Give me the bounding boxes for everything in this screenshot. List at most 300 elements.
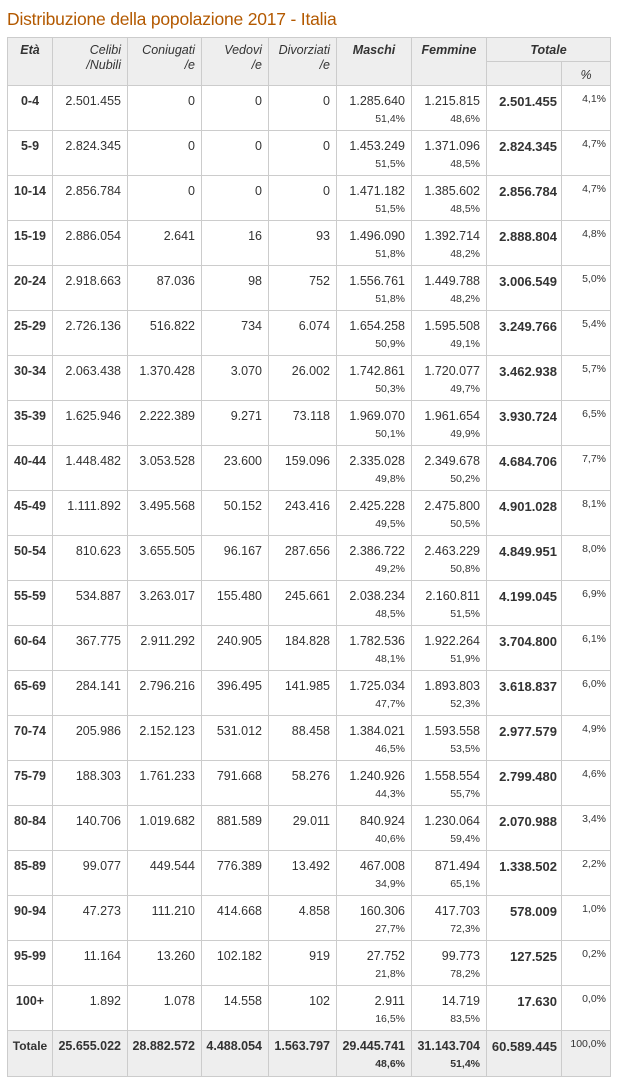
cell-maschi-percent: 49,8%: [375, 473, 405, 485]
cell-maschi: [337, 221, 412, 266]
cell-coniugati: 3.495.568: [128, 491, 202, 536]
cell-celibi: 2.824.345: [53, 131, 128, 176]
cell-maschi-percent: 49,5%: [375, 518, 405, 530]
table-row: [8, 266, 611, 311]
cell-pct: 6,1%: [562, 626, 611, 671]
cell-maschi-percent: 47,7%: [375, 698, 405, 710]
cell-coniugati: 2.222.389: [128, 401, 202, 446]
cell-coniugati: 0: [128, 176, 202, 221]
cell-maschi-percent: 51,8%: [375, 248, 405, 260]
table-row: [8, 356, 611, 401]
table-row: [8, 491, 611, 536]
table-row: [8, 806, 611, 851]
cell-maschi: [337, 716, 412, 761]
cell-pct: 4,7%: [562, 131, 611, 176]
cell-femmine-value: 1.558.554: [424, 769, 480, 783]
cell-maschi-percent: 51,5%: [375, 203, 405, 215]
cell-totale: 1.338.502: [487, 851, 562, 896]
cell-femmine-percent: 52,3%: [450, 698, 480, 710]
cell-divorziati: 73.118: [269, 401, 337, 446]
header-pct: %: [562, 62, 611, 86]
cell-maschi-value: 1.742.861: [349, 364, 405, 378]
cell-femmine-percent: 50,5%: [450, 518, 480, 530]
cell-femmine-percent: 55,7%: [450, 788, 480, 800]
cell-femmine-value: 1.449.788: [424, 274, 480, 288]
header-maschi: Maschi: [337, 38, 412, 86]
table-row: [8, 941, 611, 986]
cell-coniugati: 28.882.572: [128, 1031, 202, 1077]
cell-femmine-percent: 48,6%: [450, 113, 480, 125]
cell-eta: 70-74: [8, 716, 53, 761]
cell-coniugati: 516.822: [128, 311, 202, 356]
cell-pct: 6,9%: [562, 581, 611, 626]
cell-celibi: 367.775: [53, 626, 128, 671]
cell-maschi-value: 29.445.741: [342, 1039, 405, 1053]
cell-coniugati: 2.152.123: [128, 716, 202, 761]
cell-coniugati: 0: [128, 131, 202, 176]
cell-celibi: 140.706: [53, 806, 128, 851]
cell-pct: 6,5%: [562, 401, 611, 446]
cell-femmine-percent: 51,4%: [450, 1058, 480, 1070]
cell-maschi: [337, 311, 412, 356]
table-row: [8, 176, 611, 221]
cell-eta: 75-79: [8, 761, 53, 806]
cell-totale: 4.199.045: [487, 581, 562, 626]
cell-eta: 90-94: [8, 896, 53, 941]
cell-totale: 2.824.345: [487, 131, 562, 176]
cell-maschi-percent: 27,7%: [375, 923, 405, 935]
page-title: Distribuzione della popolazione 2017 - Italia: [7, 9, 337, 29]
cell-celibi: 2.726.136: [53, 311, 128, 356]
cell-totale: 3.006.549: [487, 266, 562, 311]
cell-divorziati: 1.563.797: [269, 1031, 337, 1077]
cell-maschi: [337, 851, 412, 896]
cell-vedovi: 96.167: [202, 536, 269, 581]
cell-pct: 2,2%: [562, 851, 611, 896]
cell-vedovi: 16: [202, 221, 269, 266]
header-vedovi: Vedovi /e: [202, 38, 269, 86]
table-row: [8, 581, 611, 626]
cell-totale: 3.618.837: [487, 671, 562, 716]
cell-femmine-value: 2.475.800: [424, 499, 480, 513]
table-row: [8, 851, 611, 896]
cell-totale: 2.799.480: [487, 761, 562, 806]
cell-maschi: [337, 356, 412, 401]
cell-maschi: [337, 581, 412, 626]
cell-divorziati: 29.011: [269, 806, 337, 851]
cell-femmine: [412, 626, 487, 671]
cell-maschi-value: 160.306: [359, 904, 405, 918]
cell-divorziati: 919: [269, 941, 337, 986]
cell-maschi: [337, 266, 412, 311]
cell-femmine-value: 14.719: [441, 994, 480, 1008]
cell-femmine: [412, 941, 487, 986]
cell-maschi-percent: 51,8%: [375, 293, 405, 305]
cell-femmine: [412, 356, 487, 401]
cell-femmine: [412, 581, 487, 626]
cell-divorziati: 752: [269, 266, 337, 311]
table-row: [8, 671, 611, 716]
cell-femmine: [412, 311, 487, 356]
cell-divorziati: 26.002: [269, 356, 337, 401]
table-row: [8, 446, 611, 491]
cell-celibi: 1.892: [53, 986, 128, 1031]
cell-femmine-value: 417.703: [434, 904, 480, 918]
cell-maschi-percent: 44,3%: [375, 788, 405, 800]
cell-celibi: 99.077: [53, 851, 128, 896]
cell-femmine-value: 1.961.654: [424, 409, 480, 423]
cell-pct: 5,4%: [562, 311, 611, 356]
cell-vedovi: 734: [202, 311, 269, 356]
cell-femmine: [412, 491, 487, 536]
cell-pct: 3,4%: [562, 806, 611, 851]
cell-celibi: 188.303: [53, 761, 128, 806]
cell-divorziati: 287.656: [269, 536, 337, 581]
cell-maschi: [337, 131, 412, 176]
cell-pct: 4,7%: [562, 176, 611, 221]
cell-maschi-percent: 46,5%: [375, 743, 405, 755]
table-row: [8, 536, 611, 581]
cell-maschi-percent: 50,3%: [375, 383, 405, 395]
cell-eta: Totale: [8, 1031, 53, 1077]
cell-eta: 0-4: [8, 86, 53, 131]
cell-totale: 2.977.579: [487, 716, 562, 761]
cell-vedovi: 414.668: [202, 896, 269, 941]
cell-pct: 4,1%: [562, 86, 611, 131]
cell-eta: 80-84: [8, 806, 53, 851]
cell-maschi-value: 1.556.761: [349, 274, 405, 288]
cell-celibi: 2.856.784: [53, 176, 128, 221]
cell-vedovi: 791.668: [202, 761, 269, 806]
cell-eta: 40-44: [8, 446, 53, 491]
cell-maschi: [337, 626, 412, 671]
cell-eta: 60-64: [8, 626, 53, 671]
cell-vedovi: 155.480: [202, 581, 269, 626]
population-table: [7, 37, 611, 1077]
header-totale: Totale: [487, 38, 611, 62]
cell-coniugati: 449.544: [128, 851, 202, 896]
cell-vedovi: 102.182: [202, 941, 269, 986]
cell-celibi: 2.918.663: [53, 266, 128, 311]
cell-pct: 8,0%: [562, 536, 611, 581]
cell-totale: 3.704.800: [487, 626, 562, 671]
cell-femmine-value: 1.893.803: [424, 679, 480, 693]
cell-maschi: [337, 761, 412, 806]
cell-eta: 100+: [8, 986, 53, 1031]
cell-femmine-value: 2.349.678: [424, 454, 480, 468]
cell-celibi: 1.448.482: [53, 446, 128, 491]
cell-totale: 2.501.455: [487, 86, 562, 131]
cell-maschi-value: 1.725.034: [349, 679, 405, 693]
cell-coniugati: 2.911.292: [128, 626, 202, 671]
cell-totale: 3.462.938: [487, 356, 562, 401]
cell-maschi-percent: 40,6%: [375, 833, 405, 845]
cell-maschi-percent: 49,2%: [375, 563, 405, 575]
cell-totale: 2.070.988: [487, 806, 562, 851]
cell-femmine-value: 1.385.602: [424, 184, 480, 198]
cell-femmine: [412, 806, 487, 851]
cell-celibi: 1.625.946: [53, 401, 128, 446]
totals-row: [8, 1031, 611, 1077]
cell-celibi: 2.063.438: [53, 356, 128, 401]
cell-divorziati: 102: [269, 986, 337, 1031]
table-row: [8, 716, 611, 761]
cell-vedovi: 396.495: [202, 671, 269, 716]
cell-femmine-value: 1.215.815: [424, 94, 480, 108]
cell-eta: 10-14: [8, 176, 53, 221]
cell-femmine-percent: 83,5%: [450, 1013, 480, 1025]
cell-maschi-value: 2.335.028: [349, 454, 405, 468]
cell-vedovi: 23.600: [202, 446, 269, 491]
cell-vedovi: 3.070: [202, 356, 269, 401]
cell-maschi-value: 27.752: [366, 949, 405, 963]
cell-pct: 1,0%: [562, 896, 611, 941]
cell-celibi: 25.655.022: [53, 1031, 128, 1077]
cell-eta: 65-69: [8, 671, 53, 716]
cell-femmine: [412, 761, 487, 806]
cell-femmine-percent: 59,4%: [450, 833, 480, 845]
cell-vedovi: 776.389: [202, 851, 269, 896]
cell-coniugati: 3.053.528: [128, 446, 202, 491]
cell-pct: 6,0%: [562, 671, 611, 716]
cell-maschi: [337, 176, 412, 221]
cell-celibi: 11.164: [53, 941, 128, 986]
cell-eta: 50-54: [8, 536, 53, 581]
cell-femmine-percent: 49,9%: [450, 428, 480, 440]
cell-eta: 35-39: [8, 401, 53, 446]
cell-divorziati: 243.416: [269, 491, 337, 536]
cell-maschi-percent: 50,9%: [375, 338, 405, 350]
cell-femmine-percent: 50,8%: [450, 563, 480, 575]
cell-femmine-percent: 48,5%: [450, 203, 480, 215]
header-totale-value: [487, 62, 562, 86]
cell-divorziati: 4.858: [269, 896, 337, 941]
cell-vedovi: 4.488.054: [202, 1031, 269, 1077]
cell-femmine: [412, 536, 487, 581]
cell-maschi-percent: 50,1%: [375, 428, 405, 440]
cell-pct: 7,7%: [562, 446, 611, 491]
cell-maschi: [337, 446, 412, 491]
header-coniugati: Coniugati /e: [128, 38, 202, 86]
cell-femmine-percent: 78,2%: [450, 968, 480, 980]
cell-coniugati: 1.370.428: [128, 356, 202, 401]
cell-femmine: [412, 1031, 487, 1077]
cell-coniugati: 2.641: [128, 221, 202, 266]
cell-eta: 25-29: [8, 311, 53, 356]
cell-maschi-value: 2.425.228: [349, 499, 405, 513]
cell-celibi: 47.273: [53, 896, 128, 941]
cell-vedovi: 0: [202, 176, 269, 221]
cell-maschi: [337, 986, 412, 1031]
cell-maschi-percent: 16,5%: [375, 1013, 405, 1025]
cell-maschi-value: 1.453.249: [349, 139, 405, 153]
cell-totale: 60.589.445: [487, 1031, 562, 1077]
cell-femmine-percent: 49,7%: [450, 383, 480, 395]
cell-vedovi: 14.558: [202, 986, 269, 1031]
cell-pct: 5,7%: [562, 356, 611, 401]
cell-maschi-percent: 51,5%: [375, 158, 405, 170]
cell-eta: 95-99: [8, 941, 53, 986]
cell-totale: 4.901.028: [487, 491, 562, 536]
cell-maschi-percent: 34,9%: [375, 878, 405, 890]
cell-femmine-value: 1.230.064: [424, 814, 480, 828]
cell-maschi: [337, 536, 412, 581]
cell-eta: 15-19: [8, 221, 53, 266]
cell-femmine-value: 1.595.508: [424, 319, 480, 333]
cell-maschi-value: 2.386.722: [349, 544, 405, 558]
cell-divorziati: 88.458: [269, 716, 337, 761]
cell-eta: 5-9: [8, 131, 53, 176]
cell-eta: 20-24: [8, 266, 53, 311]
cell-pct: 5,0%: [562, 266, 611, 311]
cell-eta: 85-89: [8, 851, 53, 896]
table-row: [8, 896, 611, 941]
table-row: [8, 626, 611, 671]
cell-totale: 2.888.804: [487, 221, 562, 266]
cell-pct: 100,0%: [562, 1031, 611, 1077]
cell-totale: 17.630: [487, 986, 562, 1031]
cell-vedovi: 9.271: [202, 401, 269, 446]
cell-femmine-value: 31.143.704: [417, 1039, 480, 1053]
cell-celibi: 2.501.455: [53, 86, 128, 131]
cell-maschi-value: 840.924: [359, 814, 405, 828]
cell-totale: 578.009: [487, 896, 562, 941]
cell-divorziati: 0: [269, 176, 337, 221]
cell-femmine-value: 1.720.077: [424, 364, 480, 378]
cell-femmine-value: 871.494: [434, 859, 480, 873]
cell-maschi: [337, 491, 412, 536]
cell-divorziati: 184.828: [269, 626, 337, 671]
cell-femmine-percent: 50,2%: [450, 473, 480, 485]
cell-vedovi: 240.905: [202, 626, 269, 671]
cell-femmine: [412, 86, 487, 131]
cell-celibi: 1.111.892: [53, 491, 128, 536]
cell-vedovi: 0: [202, 86, 269, 131]
cell-pct: 4,6%: [562, 761, 611, 806]
table-row: [8, 131, 611, 176]
header-eta: Età: [8, 38, 53, 86]
cell-maschi-value: 1.471.182: [349, 184, 405, 198]
cell-coniugati: 1.761.233: [128, 761, 202, 806]
cell-coniugati: 111.210: [128, 896, 202, 941]
cell-totale: 3.249.766: [487, 311, 562, 356]
cell-pct: 4,8%: [562, 221, 611, 266]
cell-femmine-percent: 51,9%: [450, 653, 480, 665]
cell-maschi: [337, 896, 412, 941]
cell-eta: 55-59: [8, 581, 53, 626]
cell-femmine-percent: 48,2%: [450, 248, 480, 260]
cell-maschi-percent: 51,4%: [375, 113, 405, 125]
cell-vedovi: 0: [202, 131, 269, 176]
cell-maschi-value: 2.911: [374, 994, 405, 1008]
table-row: [8, 311, 611, 356]
cell-femmine-percent: 53,5%: [450, 743, 480, 755]
cell-maschi-value: 1.384.021: [349, 724, 405, 738]
cell-maschi-percent: 48,5%: [375, 608, 405, 620]
cell-coniugati: 3.655.505: [128, 536, 202, 581]
cell-femmine-percent: 49,1%: [450, 338, 480, 350]
cell-maschi-percent: 48,6%: [375, 1058, 405, 1070]
cell-femmine: [412, 896, 487, 941]
cell-femmine: [412, 221, 487, 266]
cell-femmine: [412, 986, 487, 1031]
header-celibi: Celibi /Nubili: [53, 38, 128, 86]
cell-maschi: [337, 1031, 412, 1077]
cell-divorziati: 0: [269, 131, 337, 176]
cell-celibi: 534.887: [53, 581, 128, 626]
cell-totale: 127.525: [487, 941, 562, 986]
cell-maschi-value: 1.782.536: [349, 634, 405, 648]
cell-maschi-percent: 48,1%: [375, 653, 405, 665]
cell-maschi-value: 1.496.090: [349, 229, 405, 243]
cell-celibi: 810.623: [53, 536, 128, 581]
cell-femmine: [412, 446, 487, 491]
cell-vedovi: 98: [202, 266, 269, 311]
cell-maschi-value: 1.969.070: [349, 409, 405, 423]
cell-divorziati: 0: [269, 86, 337, 131]
cell-divorziati: 93: [269, 221, 337, 266]
cell-eta: 45-49: [8, 491, 53, 536]
cell-maschi-value: 1.285.640: [349, 94, 405, 108]
cell-coniugati: 1.078: [128, 986, 202, 1031]
cell-maschi: [337, 941, 412, 986]
cell-maschi-value: 467.008: [359, 859, 405, 873]
cell-coniugati: 1.019.682: [128, 806, 202, 851]
cell-pct: 4,9%: [562, 716, 611, 761]
cell-femmine-value: 2.463.229: [424, 544, 480, 558]
cell-femmine: [412, 131, 487, 176]
cell-femmine-value: 1.593.558: [424, 724, 480, 738]
cell-pct: 8,1%: [562, 491, 611, 536]
cell-maschi-value: 1.240.926: [349, 769, 405, 783]
cell-coniugati: 2.796.216: [128, 671, 202, 716]
cell-totale: 4.849.951: [487, 536, 562, 581]
cell-femmine-percent: 72,3%: [450, 923, 480, 935]
cell-divorziati: 13.492: [269, 851, 337, 896]
cell-maschi-value: 1.654.258: [349, 319, 405, 333]
cell-divorziati: 58.276: [269, 761, 337, 806]
cell-divorziati: 141.985: [269, 671, 337, 716]
cell-maschi: [337, 401, 412, 446]
table-row: [8, 221, 611, 266]
cell-pct: 0,2%: [562, 941, 611, 986]
cell-totale: 4.684.706: [487, 446, 562, 491]
cell-pct: 0,0%: [562, 986, 611, 1031]
table-row: [8, 761, 611, 806]
cell-coniugati: 87.036: [128, 266, 202, 311]
cell-coniugati: 3.263.017: [128, 581, 202, 626]
cell-vedovi: 881.589: [202, 806, 269, 851]
cell-eta: 30-34: [8, 356, 53, 401]
cell-femmine: [412, 716, 487, 761]
cell-divorziati: 6.074: [269, 311, 337, 356]
cell-celibi: 284.141: [53, 671, 128, 716]
cell-totale: 2.856.784: [487, 176, 562, 221]
cell-femmine-percent: 65,1%: [450, 878, 480, 890]
cell-femmine: [412, 266, 487, 311]
cell-femmine: [412, 176, 487, 221]
cell-maschi: [337, 671, 412, 716]
cell-divorziati: 159.096: [269, 446, 337, 491]
cell-coniugati: 13.260: [128, 941, 202, 986]
cell-femmine-value: 99.773: [441, 949, 480, 963]
cell-femmine: [412, 401, 487, 446]
cell-femmine-percent: 48,5%: [450, 158, 480, 170]
cell-vedovi: 50.152: [202, 491, 269, 536]
cell-femmine-value: 2.160.811: [425, 589, 480, 603]
cell-celibi: 205.986: [53, 716, 128, 761]
cell-maschi: [337, 806, 412, 851]
